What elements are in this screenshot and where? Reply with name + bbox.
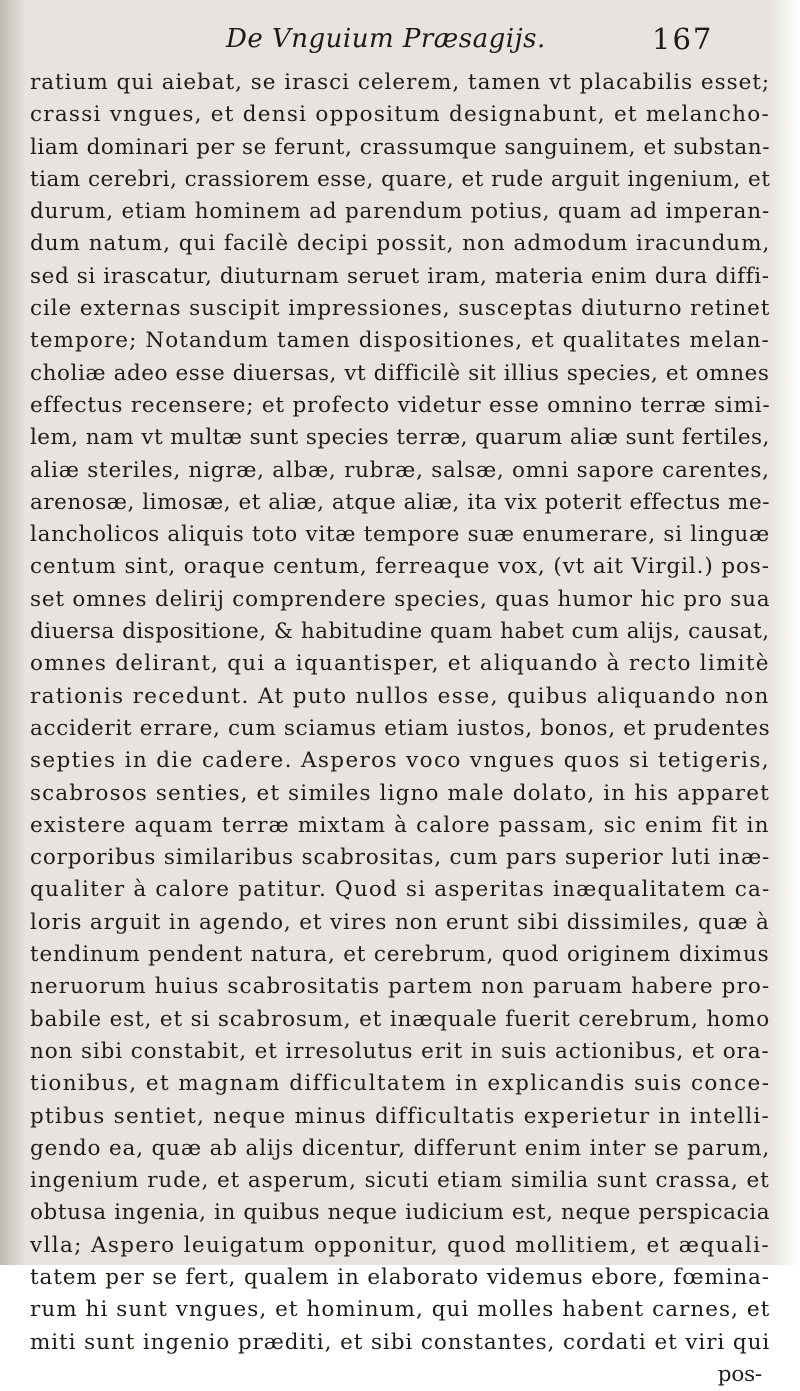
text-line: tendinum pendent natura, et cerebrum, quod originem diximus <box>30 942 770 968</box>
text-line: vlla; Aspero leuigatum opponitur, quod mollitiem, et æquali- <box>30 1232 770 1258</box>
text-line: gendo ea, quæ ab alijs dicentur, differunt enim inter se parum, <box>30 1135 771 1161</box>
running-head: De Vnguium Præsagijs. <box>226 24 546 54</box>
text-line: crassi vngues, et densi oppositum designabunt, et melancho- <box>30 102 770 128</box>
text-line: loris arguit in agendo, et vires non erunt sibi dissimiles, quæ à <box>30 909 770 935</box>
text-line: qualiter à calore patitur. Quod si asperitas inæqualitatem ca- <box>30 877 771 903</box>
text-line: centum sint, oraque centum, ferreaque vox, (vt ait Virgil.) pos- <box>30 554 770 580</box>
page-header <box>0 14 800 64</box>
text-line: lem, nam vt multæ sunt species terræ, quarum aliæ sunt fertiles, <box>30 425 770 451</box>
text-line: corporibus similaribus scabrositas, cum pars superior luti inæ- <box>30 845 771 871</box>
text-line: dum natum, qui facilè decipi possit, non admodum iracundum, <box>30 231 771 257</box>
text-line: effectus recensere; et profecto videtur esse omnino terræ simi- <box>30 392 771 418</box>
text-line: non sibi constabit, et irresolutus erit in suis actionibus, et ora- <box>30 1038 770 1064</box>
text-line: miti sunt ingenio præditi, et sibi constantes, cordati et viri qui <box>30 1329 771 1355</box>
text-line: neruorum huius scabrositatis partem non paruam habere pro- <box>30 974 771 1000</box>
text-line: rum hi sunt vngues, et hominum, qui molles habent carnes, et <box>30 1297 771 1323</box>
text-line: rationis recedunt. At puto nullos esse, quibus aliquando non <box>30 683 770 709</box>
text-line: tionibus, et magnam difficultatem in explicandis suis conce- <box>30 1071 771 1097</box>
text-line: acciderit errare, cum sciamus etiam iustos, bonos, et prudentes <box>30 715 771 741</box>
text-line: tatem per se fert, qualem in elaborato videmus ebore, fœmina- <box>30 1264 770 1290</box>
text-line: choliæ adeo esse diuersas, vt difficilè sit illius species, et omnes <box>30 360 770 386</box>
page-number: 167 <box>652 22 714 56</box>
text-line: existere aquam terræ mixtam à calore passam, sic enim fit in <box>30 812 770 838</box>
text-line: liam dominari per se ferunt, crassumque sanguinem, et substan- <box>30 134 771 160</box>
text-line: sed si irascatur, diuturnam seruet iram, materia enim dura diffi- <box>30 263 770 289</box>
text-line: omnes delirant, qui a iquantisper, et aliquando à recto limitè <box>30 651 770 677</box>
text-line: babile est, et si scabrosum, et inæquale fuerit cerebrum, homo <box>30 1006 771 1032</box>
text-line: septies in die cadere. Asperos voco vngues quos si tetigeris, <box>30 748 770 774</box>
text-line: arenosæ, limosæ, et aliæ, atque aliæ, ita vix poterit effectus me- <box>30 489 771 515</box>
text-line: scabrosos senties, et similes ligno male dolato, in his apparet <box>30 780 770 806</box>
text-line: cile externas suscipit impressiones, susceptas diuturno retinet <box>30 296 771 322</box>
text-line: tempore; Notandum tamen dispositiones, et qualitates melan- <box>30 328 770 354</box>
text-line: ptibus sentiet, neque minus difficultatis experietur in intelli- <box>30 1103 771 1129</box>
text-line: durum, etiam hominem ad parendum potius, quam ad imperan- <box>30 199 770 225</box>
text-line: ingenium rude, et asperum, sicuti etiam similia sunt crassa, et <box>30 1168 770 1194</box>
text-line: obtusa ingenia, in quibus neque iudicium est, neque perspicacia <box>30 1200 771 1226</box>
text-line: lancholicos aliquis toto vitæ tempore suæ enumerare, si linguæ <box>30 522 770 548</box>
catchword: pos- <box>717 1361 762 1387</box>
body-text <box>30 67 770 1391</box>
text-line: ratium qui aiebat, se irasci celerem, tamen vt placabilis esset; <box>30 70 771 95</box>
text-line: tiam cerebri, crassiorem esse, quare, et rude arguit ingenium, et <box>30 166 771 192</box>
text-line: set omnes delirij comprendere species, quas humor hic pro sua <box>30 586 771 612</box>
text-line: aliæ steriles, nigræ, albæ, rubræ, salsæ, omni sapore carentes, <box>30 457 770 483</box>
text-line: diuersa dispositione, & habitudine quam habet cum alijs, causat, <box>30 619 770 645</box>
